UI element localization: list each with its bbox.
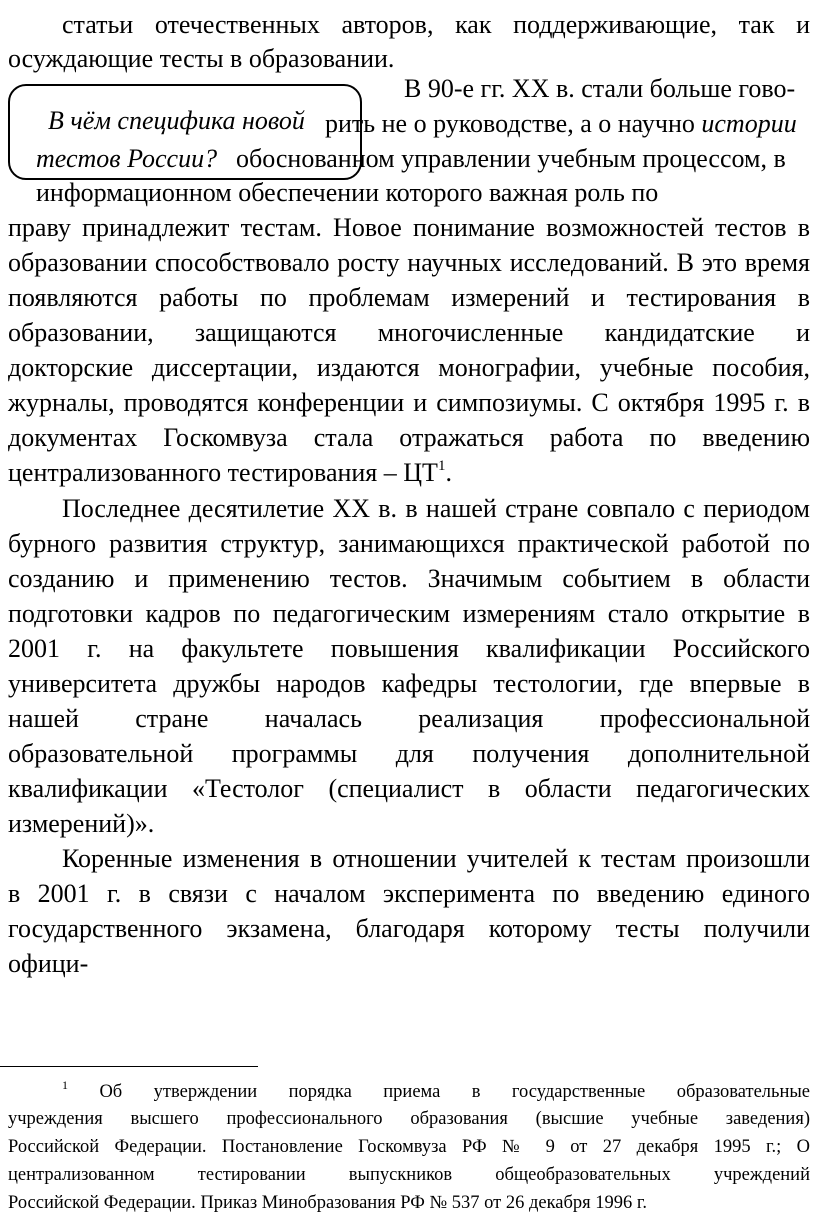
- text-line: образовании способствовало росту научных исследований. В это время: [8, 248, 810, 277]
- text-line: статьи отечественных авторов, как поддерживающие, так и: [62, 10, 810, 39]
- text-span: .: [445, 458, 452, 487]
- text-line: квалификации «Тестолог (специалист в области педагогических: [8, 774, 810, 803]
- text-line: государственного экзамена, благодаря которому тесты получили: [8, 914, 810, 943]
- text-line: журналы, проводятся конференции и симпозиумы. С октября 1995 г. в: [8, 388, 810, 417]
- text-line: обоснованном управлении учебным процессом, в: [236, 144, 786, 173]
- footnote-line: централизованном тестировании выпускников общеобразовательных учреждений: [8, 1165, 810, 1185]
- text-line: подготовки кадров по педагогическим измерениям стало открытие в: [8, 599, 810, 628]
- text-line: офици-: [8, 949, 89, 978]
- text-line: [325, 107, 797, 141]
- text-span-italic: истории: [701, 109, 797, 138]
- text-line: информационном обеспечении которого важная роль по: [36, 178, 659, 207]
- footnote-line: учреждения высшего профессионального образования (высшие учебные заведения): [8, 1109, 810, 1129]
- footnote-line: Российской Федерации. Приказ Минобразования РФ № 537 от 26 декабря 1996 г.: [8, 1193, 648, 1213]
- text-line: [8, 456, 452, 490]
- footnote-separator: [0, 1066, 258, 1067]
- footnote-marker: 1: [62, 1078, 68, 1092]
- text-line: докторские диссертации, издаются монографии, учебные пособия,: [8, 353, 810, 382]
- text-line: образовании, защищаются многочисленные кандидатские и: [8, 318, 810, 347]
- text-line: Последнее десятилетие XX в. в нашей стране совпало с периодом: [62, 494, 810, 523]
- footnote-line: [62, 1079, 810, 1105]
- footnote-text: Об утверждении порядка приема в государственные образовательные: [99, 1082, 810, 1102]
- callout-question-line: В чём специфика новой: [48, 106, 305, 135]
- text-line: в 2001 г. в связи с началом эксперимента по введению единого: [8, 879, 810, 908]
- footnote-ref[interactable]: 1: [437, 458, 446, 474]
- text-line: измерений)».: [8, 809, 155, 838]
- text-line: Коренные изменения в отношении учителей к тестам произошли: [62, 844, 810, 873]
- text-line: праву принадлежит тестам. Новое понимание возможностей тестов в: [8, 213, 810, 242]
- text-line: 2001 г. на факультете повышения квалификации Российского: [8, 634, 810, 663]
- text-span: централизованного тестирования – ЦТ: [8, 458, 438, 487]
- text-line: университета дружбы народов кафедры тестологии, где впервые в: [8, 669, 810, 698]
- text-line: бурного развития структур, занимающихся практической работой по: [8, 529, 810, 558]
- text-line: документах Госкомвуза стала отражаться работа по введению: [8, 423, 810, 452]
- text-line: осуждающие тесты в образовании.: [8, 44, 395, 73]
- text-line: В 90-е гг. XX в. стали больше гово-: [404, 74, 796, 103]
- footnote-line: Российской Федерации. Постановление Госкомвуза РФ № 9 от 27 декабря 1995 г.; О: [8, 1137, 810, 1157]
- text-span: рить не о руководстве, а о научно: [325, 109, 695, 138]
- text-line: появляются работы по проблемам измерений и тестирования в: [8, 283, 810, 312]
- text-line: созданию и применению тестов. Значимым событием в области: [8, 564, 810, 593]
- text-line: нашей стране началась реализация профессиональной: [8, 704, 810, 733]
- callout-question-line: тестов России?: [36, 144, 218, 173]
- text-line: образовательной программы для получения дополнительной: [8, 739, 810, 768]
